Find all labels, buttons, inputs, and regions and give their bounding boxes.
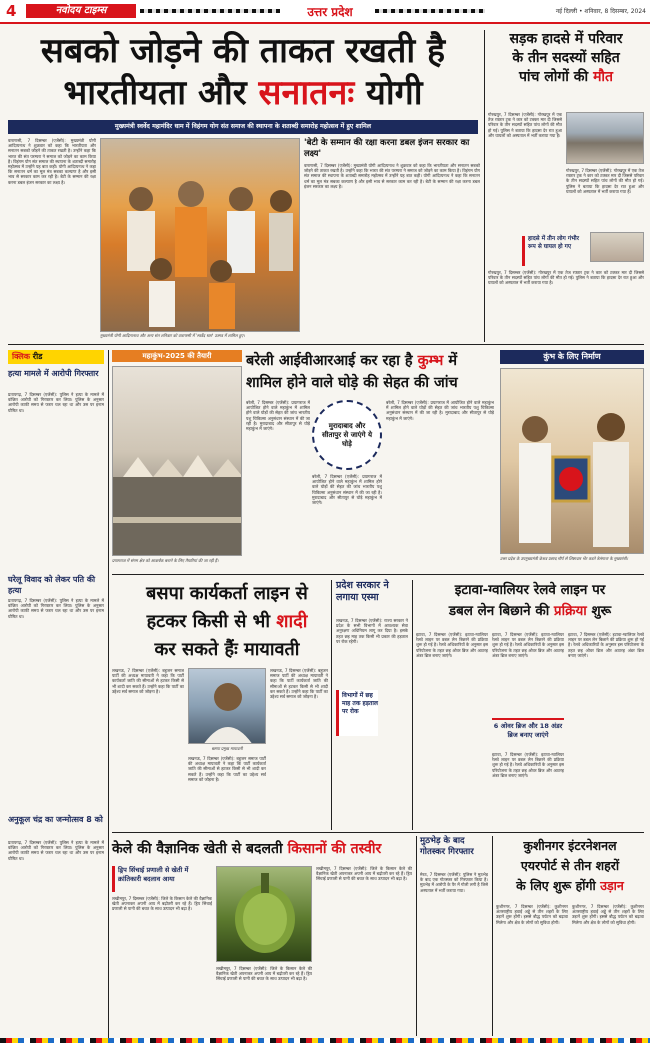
- banana-headline-part-a: केले की वैज्ञानिक खेती से बदलती: [112, 841, 283, 857]
- click-reed-body-3: प्रतापगढ़, 7 दिसम्बर (एजेंसी): पुलिस ने हत्या के मामले में वांछित आरोपी को गिरफ्तार कर लिया। पुलिस के अनुसार आरोपी काफी समय से फरार चल रहा था और उस पर इनाम घोषित था।: [8, 840, 104, 861]
- rail-body-col4: [568, 632, 644, 828]
- accident-body-more: गोरखपुर, 7 दिसम्बर (एजेंसी): गोरखपुर में एक तेज रफ्तार ट्रक ने कार को टक्कर मार दी जिससे परिवार के तीन सदस्यों सहित पांच लोगों की मौत हो गई। पुलिस ने बताया कि हादसा देर रात हुआ और घायलों को अस्पताल में भर्ती कराया गया है।: [488, 270, 644, 286]
- accident-body-col1: [488, 112, 562, 232]
- mayawati-headline-line2-part-b: शादी: [276, 611, 308, 632]
- click-reed-label-a: क्लिक: [12, 352, 30, 361]
- banana-body-more: लखीमपुर, 7 दिसम्बर (एजेंसी): जिले के किसान केले की वैज्ञानिक खेती अपनाकर अपनी आय में बढ़ोतरी कर रहे हैं। ड्रिप सिंचाई प्रणाली से पानी की बचत के साथ उत्पादन भी बढ़ा है।: [316, 866, 412, 882]
- mayawati-photo-caption: बसपा प्रमुख मायावती: [211, 746, 243, 751]
- click-reed-item1-title: हत्या मामले में आरोपी गिरफ्तार: [8, 369, 99, 378]
- masthead: [0, 0, 650, 24]
- accident-headline-line1: सड़क हादसे में परिवार: [509, 31, 623, 47]
- airport-headline-line3-part-b: उड़ान: [600, 878, 624, 893]
- airport-headline-line3-part-a: के लिए शुरू होंगी: [516, 878, 596, 893]
- click-reed-item2-title: घरेलू विवाद को लेकर पति की हत्या: [8, 575, 96, 595]
- banana-body-col2: [216, 966, 312, 1036]
- nirman-photo-caption: उत्तर प्रदेश के उपमुख्यमंत्री केशव प्रसाद मौर्य से शिष्टाचार भेंट करते तेलंगाना के मुख्यमंत्री।: [500, 556, 629, 561]
- banana-headline-part-b: किसानों की तस्वीर: [287, 841, 382, 857]
- nirman-photo: [500, 368, 644, 554]
- kumbh-photo-caption: प्रयागराज में संगम क्षेत्र को आकर्षक बनाने के लिए तैयारियां की जा रही हैं।: [112, 558, 219, 563]
- rail-body-col1: [416, 632, 488, 828]
- kumbh-body: बरेली, 7 दिसम्बर (एजेंसी): प्रयागराज में आयोजित होने वाले महाकुंभ में शामिल होने वाले घोड़ों की सेहत की जांच भारतीय पशु चिकित्सा अनुसंधान संस्थान में की जा रही है। मुरादाबाद और सीतापुर से घोड़े महाकुंभ में जाएंगे।: [246, 400, 310, 432]
- accident-body-col3: [488, 270, 644, 338]
- mayawati-body: लखनऊ, 7 दिसम्बर (एजेंसी): बहुजन समाज पार्टी की अध्यक्ष मायावती ने कहा कि पार्टी कार्यकर्ता जाति की सीमाओं से हटकर किसी से भी शादी कर सकते हैं। उन्होंने कहा कि पार्टी का उद्देश्य सर्व समाज को जोड़ना है।: [112, 668, 184, 694]
- kumbh-circle-text: मुरादाबाद और सीतापुर से जाएंगे ये घोड़े: [321, 421, 373, 448]
- airport-headline-line2: एयरपोर्ट से तीन शहरों: [520, 858, 620, 873]
- accident-headline-line3-part-b: मौत: [593, 69, 614, 85]
- mayawati-body-col1: [112, 668, 184, 828]
- mayawati-headline-line1: बसपा कार्यकर्ता लाइन से: [146, 583, 308, 604]
- click-reed-label-b: रीड: [32, 352, 43, 361]
- accident-body-cont: गोरखपुर, 7 दिसम्बर (एजेंसी): गोरखपुर में एक तेज रफ्तार ट्रक ने कार को टक्कर मार दी जिससे परिवार के तीन सदस्यों सहित पांच लोगों की मौत हो गई। पुलिस ने बताया कि हादसा देर रात हुआ और घायलों को अस्पताल में भर्ती कराया गया है।: [566, 168, 644, 194]
- page-number: 4: [6, 2, 17, 20]
- banana-photo-bunch: [217, 867, 312, 962]
- kumbh-photo: [112, 366, 242, 556]
- accident-sub-box: हादसे में तीन लोग गंभीर रूप से घायल हो गए: [522, 236, 580, 266]
- airport-headline-line3: [496, 876, 644, 896]
- kumbh-body-col2: [312, 474, 382, 568]
- airport-body: कुशीनगर, 7 दिसम्बर (एजेंसी): कुशीनगर अंतरराष्ट्रीय हवाई अड्डे से तीन शहरों के लिए उड़ानें शुरू होंगी। इससे बौद्ध पर्यटन को बढ़ावा मिलेगा और क्षेत्र के लोगों को सुविधा होगी।: [496, 904, 568, 925]
- rail-body-col2: [492, 632, 564, 716]
- kumbh-photo-tents: [113, 367, 242, 556]
- divider-horizontal-3: [112, 832, 644, 833]
- encounter-headline: मुठभेड़ के बाद गोतस्कर गिरफ्तार: [420, 836, 474, 857]
- kumbh-headline-kumbh-word: कुम्भ: [417, 353, 444, 369]
- accident-photo-truck: [566, 112, 644, 164]
- section-title: उत्तर प्रदेश: [307, 5, 353, 19]
- click-reed-body-2: प्रतापगढ़, 7 दिसम्बर (एजेंसी): पुलिस ने हत्या के मामले में वांछित आरोपी को गिरफ्तार कर लिया। पुलिस के अनुसार आरोपी काफी समय से फरार चल रहा था और उस पर इनाम घोषित था।: [8, 598, 104, 619]
- rail-body-more: इटावा, 7 दिसम्बर (एजेंसी): इटावा-ग्वालियर रेलवे लाइन पर डबल लेन बिछाने की प्रक्रिया शुरू हो गई है। रेलवे अधिकारियों के अनुसार इस परियोजना के तहत छह ओवर ब्रिज और अठारह अंडर ब्रिज बनाए जाएंगे।: [492, 752, 564, 778]
- banana-photo: [216, 866, 312, 962]
- mayawati-body-more: लखनऊ, 7 दिसम्बर (एजेंसी): बहुजन समाज पार्टी की अध्यक्ष मायावती ने कहा कि पार्टी कार्यकर्ता जाति की सीमाओं से हटकर किसी से भी शादी कर सकते हैं। उन्होंने कहा कि पार्टी का उद्देश्य सर्व समाज को जोड़ना है।: [270, 668, 328, 700]
- click-reed-item3-title: अनुकूल चंद्र का जन्मोत्सव 8 को: [8, 815, 103, 824]
- color-registration-bar: [0, 1038, 650, 1043]
- accident-body: गोरखपुर, 7 दिसम्बर (एजेंसी): गोरखपुर में एक तेज रफ्तार ट्रक ने कार को टक्कर मार दी जिससे परिवार के तीन सदस्यों सहित पांच लोगों की मौत हो गई। पुलिस ने बताया कि हादसा देर रात हुआ और घायलों को अस्पताल में भर्ती कराया गया है।: [488, 112, 562, 138]
- divider-vertical-bottom: [416, 836, 417, 1036]
- banana-body-col3: [316, 866, 412, 1036]
- divider-vertical-mid: [331, 580, 332, 830]
- divider-vertical-right: [484, 30, 485, 342]
- encounter-body-col1: [420, 872, 488, 1036]
- mayawati-photo: [188, 668, 266, 744]
- accident-body-col2: [566, 168, 644, 228]
- rail-body: इटावा, 7 दिसम्बर (एजेंसी): इटावा-ग्वालियर रेलवे लाइन पर डबल लेन बिछाने की प्रक्रिया शुरू हो गई है। रेलवे अधिकारियों के अनुसार इस परियोजना के तहत छह ओवर ब्रिज और अठारह अंडर ब्रिज बनाए जाएंगे।: [416, 632, 488, 658]
- click-reed-body2: [8, 598, 104, 810]
- lead-side-body: वाराणसी, 7 दिसम्बर (एजेंसी): मुख्यमंत्री योगी आदित्यनाथ ने शुक्रवार को कहा कि भारतीयता और सनातन सबको जोड़ने की ताकत रखती है। उन्होंने कहा कि भारत की संत परम्परा ने समाज को जोड़ने का काम किया है। विहंगम योग संत समाज की स्थापना के शताब्दी समारोह महोत्सव में उन्होंने यह बात कही। योगी आदित्यनाथ ने कहा कि सनातन धर्म का मूल मंत्र सबका कल्याण है और इसी भाव से सरकार काम कर रही है। बेटी के सम्मान की रक्षा करना डबल इंजन सरकार का लक्ष्य है।: [304, 163, 480, 189]
- banana-body-cont: लखीमपुर, 7 दिसम्बर (एजेंसी): जिले के किसान केले की वैज्ञानिक खेती अपनाकर अपनी आय में बढ़ोतरी कर रहे हैं। ड्रिप सिंचाई प्रणाली से पानी की बचत के साथ उत्पादन भी बढ़ा है।: [216, 966, 312, 982]
- mayawati-body-cont: लखनऊ, 7 दिसम्बर (एजेंसी): बहुजन समाज पार्टी की अध्यक्ष मायावती ने कहा कि पार्टी कार्यकर्ता जाति की सीमाओं से हटकर किसी से भी शादी कर सकते हैं। उन्होंने कहा कि पार्टी का उद्देश्य सर्व समाज को जोड़ना है।: [188, 756, 266, 782]
- kumbh-headline-line1-end: में: [448, 353, 458, 369]
- lead-headline-line2-part-b: सनातनः: [258, 73, 355, 113]
- kumbh-body-more: बरेली, 7 दिसम्बर (एजेंसी): प्रयागराज में आयोजित होने वाले महाकुंभ में शामिल होने वाले घोड़ों की सेहत की जांच भारतीय पशु चिकित्सा अनुसंधान संस्थान में की जा रही है। मुरादाबाद और सीतापुर से घोड़े महाकुंभ में जाएंगे।: [386, 400, 494, 421]
- rail-headline: [416, 580, 644, 628]
- rail-headline-line2-part-a: डबल लेन बिछाने की: [448, 603, 550, 619]
- divider-vertical-mid2: [412, 580, 413, 830]
- click-reed-body3: [8, 840, 104, 1036]
- kumbh-headline: [246, 350, 496, 396]
- lead-side-headline: 'बेटी के सम्मान की रक्षा करना डबल इंजन सरकार का लक्ष्य': [304, 138, 470, 159]
- rail-headline-line2-part-b: प्रक्रिया: [553, 603, 587, 619]
- kumbh-body-col3: [386, 400, 494, 568]
- kumbh-headline-line2: शामिल होने वाले घोड़े की सेहत की जांच: [246, 375, 458, 391]
- encounter-body: मेरठ, 7 दिसम्बर (एजेंसी): पुलिस ने मुठभेड़ के बाद एक गोतस्कर को गिरफ्तार किया है। मुठभेड़ में आरोपी के पैर में गोली लगी है जिसे अस्पताल में भर्ती कराया गया।: [420, 872, 488, 893]
- banana-body: लखीमपुर, 7 दिसम्बर (एजेंसी): जिले के किसान केले की वैज्ञानिक खेती अपनाकर अपनी आय में बढ़ोतरी कर रहे हैं। ड्रिप सिंचाई प्रणाली से पानी की बचत के साथ उत्पादन भी बढ़ा है।: [112, 896, 212, 912]
- nirman-photo-people: [501, 369, 644, 554]
- banana-body-col1: [112, 896, 212, 1036]
- rail-headline-line2-part-c: शुरू: [591, 603, 612, 619]
- paper-name: नवोदय टाइम्स: [26, 4, 136, 18]
- color-bar-right: [375, 9, 485, 13]
- lead-subhead: मुख्यमंत्री स्वर्वेद महामंदिर धाम में विहंगम योग संत समाज की स्थापना के शताब्दी समारोह महोत्सव में हुए शामिल: [8, 120, 478, 134]
- divider-vertical-left: [108, 350, 109, 1038]
- lead-side-box: [304, 138, 480, 338]
- divider-horizontal-1: [8, 344, 644, 345]
- mayawati-headline-line2-part-a: हटकर किसी से भी: [146, 611, 270, 632]
- airport-headline: [496, 836, 644, 900]
- accident-headline-line2: के तीन सदस्यों सहित: [512, 50, 620, 66]
- kumbh-body-col1: [246, 400, 310, 568]
- nirman-banner: कुंभ के लिए निर्माण: [500, 350, 644, 364]
- dateline: नई दिल्ली • शनिवार, 8 दिसम्बर, 2024: [555, 8, 646, 15]
- lead-body-col1: [8, 138, 96, 338]
- mayawati-headline: [112, 580, 342, 664]
- lead-body: वाराणसी, 7 दिसम्बर (एजेंसी): मुख्यमंत्री योगी आदित्यनाथ ने शुक्रवार को कहा कि भारतीयता और सनातन सबको जोड़ने की ताकत रखती है। उन्होंने कहा कि भारत की संत परम्परा ने समाज को जोड़ने का काम किया है। विहंगम योग संत समाज की स्थापना के शताब्दी समारोह महोत्सव में उन्होंने यह बात कही। योगी आदित्यनाथ ने कहा कि सनातन धर्म का मूल मंत्र सबका कल्याण है और इसी भाव से सरकार काम कर रही है। बेटी के सम्मान की रक्षा करना डबल इंजन सरकार का लक्ष्य है।: [8, 138, 96, 185]
- accident-headline-line3: [488, 68, 644, 87]
- airport-headline-line1: कुशीनगर इंटरनेशनल: [523, 838, 617, 853]
- accident-photo-victims: [590, 232, 644, 262]
- lead-headline-line2-part-a: भारतीयता और: [63, 73, 247, 113]
- mayawati-headline-line2: [112, 608, 342, 636]
- banana-headline: [112, 836, 412, 862]
- lead-headline-line2-part-c: योगी: [366, 73, 423, 113]
- rail-headline-line1: इटावा-ग्वालियर रेलवे लाइन पर: [454, 582, 606, 598]
- banana-sub-box: ड्रिप सिंचाई प्रणाली से खेती में क्रांतिकारी बदलाव आया: [112, 866, 212, 892]
- lead-photo-caption: मुख्यमंत्री योगी आदित्यनाथ और अन्य संत शनिवार को वाराणसी में 'स्वर्वेद धाम' उत्सव में शामिल हुए।: [100, 333, 245, 338]
- airport-body-cont: कुशीनगर, 7 दिसम्बर (एजेंसी): कुशीनगर अंतरराष्ट्रीय हवाई अड्डे से तीन शहरों के लिए उड़ानें शुरू होंगी। इससे बौद्ध पर्यटन को बढ़ावा मिलेगा और क्षेत्र के लोगों को सुविधा होगी।: [572, 904, 644, 925]
- kumbh-headline-line1: [246, 350, 496, 372]
- rail-headline-line2: [416, 601, 644, 622]
- lead-headline: [8, 30, 478, 118]
- click-reed-label: [8, 350, 104, 364]
- divider-vertical-bottom2: [492, 836, 493, 1036]
- lead-headline-line1: सबको जोड़ने की ताकत रखती है: [40, 31, 446, 71]
- mayawati-headline-line3: कर सकते हैंः मायावती: [154, 639, 300, 660]
- mayawati-body-col2: [188, 756, 266, 828]
- accident-headline: [488, 30, 644, 108]
- esma-quote-box: विभागों में छह माह तक हड़ताल पर रोक: [336, 690, 378, 736]
- divider-horizontal-2: [112, 574, 644, 575]
- click-reed-body1: [8, 392, 104, 570]
- esma-body: लखनऊ, 7 दिसम्बर (एजेंसी): राज्य सरकार ने प्रदेश के सभी विभागों में आवश्यक सेवा अनुरक्षण अधिनियम लागू कर दिया है। इसके तहत छह माह तक किसी भी प्रकार की हड़ताल पर रोक रहेगी।: [336, 618, 408, 644]
- color-bar-left: [140, 9, 280, 13]
- kumbh-body-cont: बरेली, 7 दिसम्बर (एजेंसी): प्रयागराज में आयोजित होने वाले महाकुंभ में शामिल होने वाले घोड़ों की सेहत की जांच भारतीय पशु चिकित्सा अनुसंधान संस्थान में की जा रही है। मुरादाबाद और सीतापुर से घोड़े महाकुंभ में जाएंगे।: [312, 474, 382, 506]
- rail-sub-box: 6 ओवर ब्रिज और 18 अंडर ब्रिज बनाए जाएंगे: [492, 718, 564, 750]
- click-reed-body: प्रतापगढ़, 7 दिसम्बर (एजेंसी): पुलिस ने हत्या के मामले में वांछित आरोपी को गिरफ्तार कर लिया। पुलिस के अनुसार आरोपी काफी समय से फरार चल रहा था और उस पर इनाम घोषित था।: [8, 392, 104, 413]
- kumbh-circle: [312, 400, 382, 470]
- lead-headline-line2: [8, 72, 478, 114]
- esma-headline: प्रदेश सरकार ने लगाया एस्मा: [336, 580, 389, 603]
- kumbh-banner: महाकुंभ-2025 की तैयारी: [112, 350, 242, 362]
- accident-headline-line3-part-a: पांच लोगों की: [518, 69, 589, 85]
- rail-body-last: इटावा, 7 दिसम्बर (एजेंसी): इटावा-ग्वालियर रेलवे लाइन पर डबल लेन बिछाने की प्रक्रिया शुरू हो गई है। रेलवे अधिकारियों के अनुसार इस परियोजना के तहत छह ओवर ब्रिज और अठारह अंडर ब्रिज बनाए जाएंगे।: [568, 632, 644, 658]
- airport-body-col1: [496, 904, 568, 1036]
- rail-body-cont: इटावा, 7 दिसम्बर (एजेंसी): इटावा-ग्वालियर रेलवे लाइन पर डबल लेन बिछाने की प्रक्रिया शुरू हो गई है। रेलवे अधिकारियों के अनुसार इस परियोजना के तहत छह ओवर ब्रिज और अठारह अंडर ब्रिज बनाए जाएंगे।: [492, 632, 564, 658]
- kumbh-headline-line1-part-a: बरेली आईवीआरआई कर रहा है: [246, 353, 413, 369]
- mayawati-photo-portrait: [189, 669, 266, 744]
- lead-photo: [100, 138, 300, 332]
- airport-body-col2: [572, 904, 644, 1036]
- rail-body-col3: [492, 752, 564, 828]
- mayawati-body-col3: [270, 668, 328, 828]
- lead-photo-figures: [101, 139, 300, 332]
